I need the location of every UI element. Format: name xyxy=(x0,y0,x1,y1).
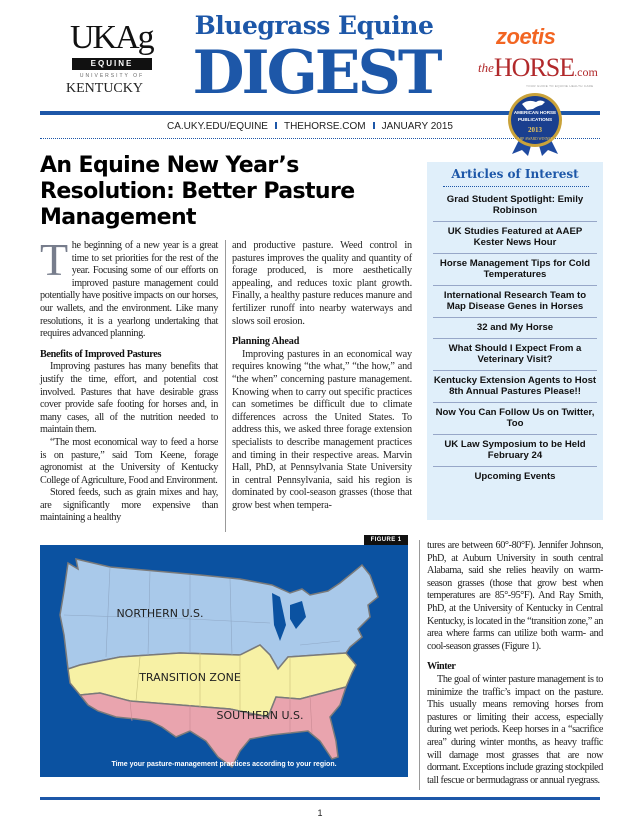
separator xyxy=(275,122,277,129)
paragraph: tures are between 60°-80°F). Jennifer Johnson, PhD, at Auburn University in south central Alabama, said she relies heavily on warm-season grasses (those that grow best when temperatures are 85°-95°F). And Ray Smith, PhD, at the University of Kentucky in Central Kentucky, is located in the “transition zone,” an area where farms can utilize both warm- and cool-season grasses (Figure 1). xyxy=(427,540,603,652)
sidebar-item-veterinary-visit[interactable]: What Should I Expect From a Veterinary Visit? xyxy=(433,339,597,371)
award-line1: AMERICAN HORSE xyxy=(513,110,557,115)
sidebar-item-horse-management-tips[interactable]: Horse Management Tips for Cold Temperatures xyxy=(433,254,597,286)
section-heading-planning: Planning Ahead xyxy=(232,336,300,348)
masthead-title: DIGEST xyxy=(192,38,440,108)
sidebar-item-uk-studies-aaep[interactable]: UK Studies Featured at AAEP Kester News Hour xyxy=(433,222,597,254)
link-ca-uky-edu[interactable]: CA.UKY.EDU/EQUINE xyxy=(167,121,268,132)
drop-cap: T xyxy=(40,234,68,285)
paragraph: “The most economical way to feed a horse is on pasture,” said Tom Keene, forage agronomist at the University of Kentucky College of Agriculture, Food and Environment. xyxy=(40,436,218,486)
article-column-2 xyxy=(232,240,412,512)
thehorse-tagline: YOUR GUIDE TO EQUINE HEALTH CARE xyxy=(526,84,594,88)
issue-date: JANUARY 2015 xyxy=(381,121,453,132)
sidebar-dotted-rule xyxy=(443,186,589,187)
figure-caption: Time your pasture-management practices according to your region. xyxy=(111,761,337,768)
sidebar-item-grad-student-spotlight[interactable]: Grad Student Spotlight: Emily Robinson xyxy=(433,190,597,222)
thehorse-horse: HORSE xyxy=(493,53,575,82)
map-label-transition: TRANSITION ZONE xyxy=(139,671,241,684)
paragraph: Improving pastures has many benefits that justify the time, effort, and potential cost involved. Pastures that have desirable grass cover provide safe footing for horses and, in many cases, all of the nutrition needed to maintain them. xyxy=(40,361,218,436)
sidebar-item-twitter[interactable]: Now You Can Follow Us on Twitter, Too xyxy=(433,403,597,435)
sidebar-item-upcoming-events[interactable]: Upcoming Events xyxy=(474,471,556,482)
separator xyxy=(373,122,375,129)
kentucky-text: KENTUCKY xyxy=(66,81,143,96)
map-label-south: SOUTHERN U.S. xyxy=(216,709,304,722)
thehorse-com: .com xyxy=(574,65,598,79)
thehorse-the: the xyxy=(478,60,494,75)
intro-text: he beginning of a new year is a great time to set priorities for the rest of the year. Focusing some of our efforts on improved pasture management could potentially have positive impacts on our horses, our wallets, and the environment. Like many resolutions, it is a yearlong undertaking that requires advanced planning. xyxy=(40,240,218,340)
figure-label: FIGURE 1 xyxy=(364,535,408,545)
paragraph: and productive pasture. Weed control in pastures improves the quality and quantity of forage produced, is more aesthetically appealing, and reduces toxic plant growth. Finally, a healthy pasture reduces manure and fertilizer runoff into nearby waterways and slows soil erosion. xyxy=(232,240,412,327)
sidebar-item-research-team[interactable]: International Research Team to Map Disease Genes in Horses xyxy=(433,286,597,318)
paragraph: Improving pastures in an economical way requires knowing “the what,” “the how,” and “the when” concerning pasture management. Knowing when to carry out specific practices can sometimes be difficult due to climate differences across the United States. To address this, we asked three forage extension specialists to describe management practices and timing in their respective areas. Marvin Hall, PhD, at Pennsylvania State University in central Pennsylvania, said his region is dominated by cool-season grasses (those that grow best when tempera- xyxy=(232,348,412,511)
paragraph: Stored feeds, such as grain mixes and hay, are significantly more expensive than maintaining a healthy xyxy=(40,487,218,524)
article-column-1 xyxy=(40,234,218,525)
award-ribbon: AHP AWARD WINNER xyxy=(517,137,553,141)
award-line2: PUBLICATIONS xyxy=(517,117,553,122)
section-heading-benefits: Benefits of Improved Pastures xyxy=(40,348,162,360)
column-divider xyxy=(419,540,420,790)
header-links xyxy=(160,121,460,133)
link-thehorse-com[interactable]: THEHORSE.COM xyxy=(283,121,366,132)
intro-paragraph xyxy=(40,234,218,341)
column-divider xyxy=(225,240,226,532)
figure-us-region-map xyxy=(40,545,408,777)
footer-rule xyxy=(40,797,600,800)
sidebar-title: Articles of Interest xyxy=(451,167,579,181)
university-of-text: UNIVERSITY OF xyxy=(79,73,145,79)
page-number: 1 xyxy=(317,808,323,818)
ukag-equine-bar: EQUINE xyxy=(72,58,152,70)
paragraph: The goal of winter pasture management is to minimize the traffic’s impact on the pasture. This usually means removing horses from pastures or limiting their access, especially during wet periods. Keep horses in a “sacrifice area” during winter months, as heavy traffic will damage most grasses that are now dormant. Exceptions include grazing stockpiled tall fescue or bermudagrass or annual ryegrass. xyxy=(427,673,603,786)
masthead-subtitle: Bluegrass Equine xyxy=(194,11,434,40)
ukag-logo-text: UKAg xyxy=(70,19,153,56)
sidebar-item-32-and-my-horse[interactable]: 32 and My Horse xyxy=(433,318,597,339)
article-title: An Equine New Year’s Resolution: Better Pasture Management xyxy=(40,153,355,230)
article-column-3 xyxy=(427,540,603,787)
zoetis-logo[interactable]: zoetis xyxy=(496,24,556,49)
sidebar-item-law-symposium[interactable]: UK Law Symposium to be Held February 24 xyxy=(433,435,597,467)
sidebar-item-extension-agents[interactable]: Kentucky Extension Agents to Host 8th Annual Pastures Please!! xyxy=(433,371,597,403)
award-year: 2013 xyxy=(528,126,542,134)
ahp-award-seal-icon xyxy=(502,90,568,156)
sidebar-article-list xyxy=(433,190,597,487)
section-heading-winter: Winter xyxy=(427,661,456,673)
map-label-north: NORTHERN U.S. xyxy=(116,607,204,620)
thehorse-logo[interactable] xyxy=(478,54,598,86)
